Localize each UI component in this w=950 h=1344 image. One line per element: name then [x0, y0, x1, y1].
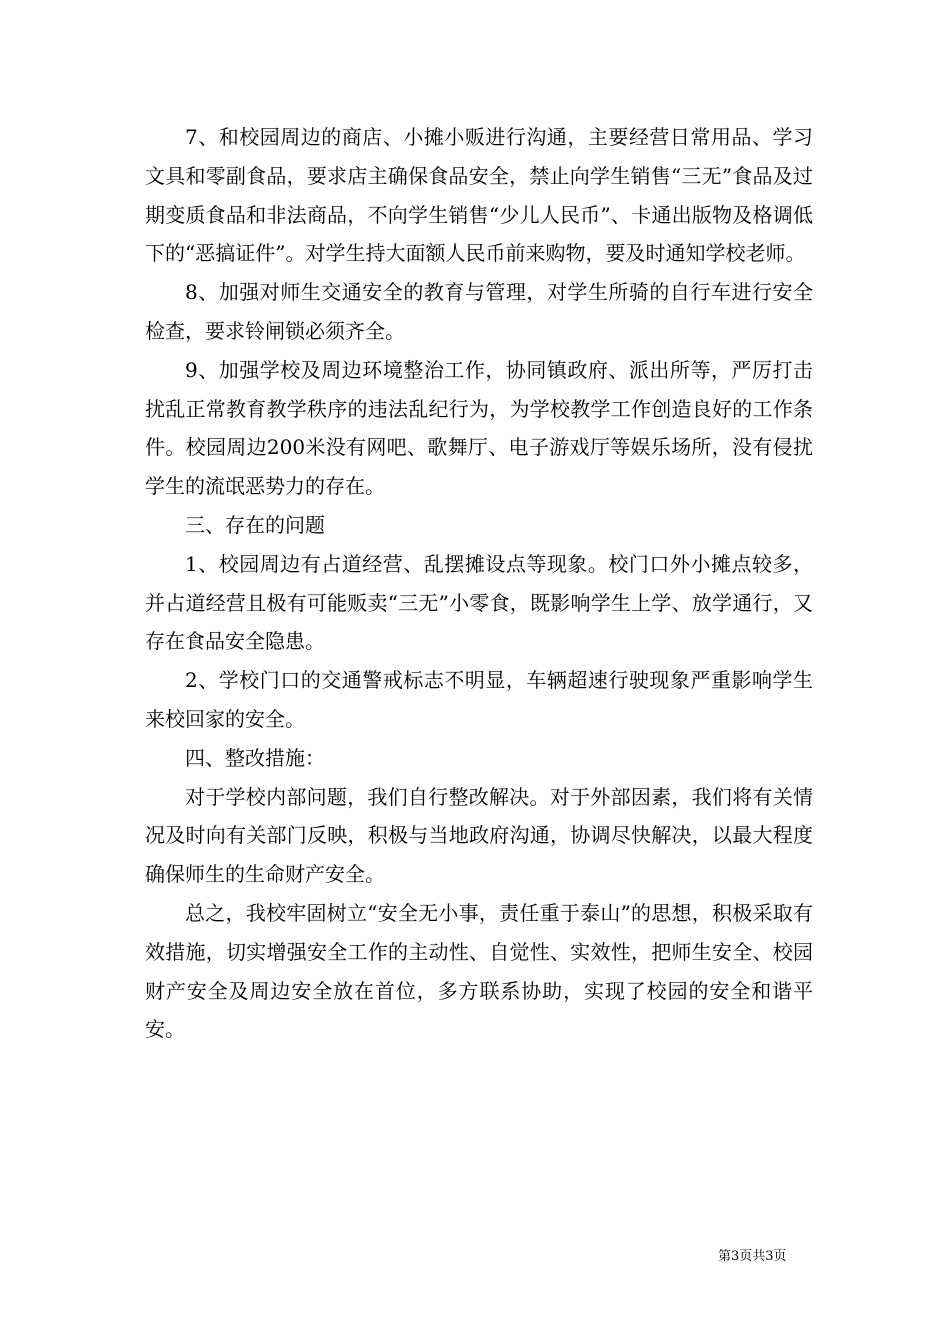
paragraph-problem-1: 1、校园周边有占道经营、乱摆摊设点等现象。校门口外小摊点较多，并占道经营且极有可能贩卖“三无”小零食，既影响学生上学、放学通行，又存在食品安全隐患。: [145, 551, 813, 654]
paragraph-item-9: 9、加强学校及周边环境整治工作，协同镇政府、派出所等，严厉打击扰乱正常教育教学秩序的违法乱纪行为，为学校教学工作创造良好的工作条件。校园周边200米没有网吧、歌舞厅、电子游戏厅等娱乐场所，没有侵扰学生的流氓恶势力的存在。: [145, 357, 813, 499]
page-number-footer: 第3页共3页: [718, 1249, 787, 1264]
document-body: [145, 118, 813, 1049]
section-heading-problems: 三、存在的问题: [185, 512, 325, 537]
paragraph-measures: 对于学校内部问题，我们自行整改解决。对于外部因素，我们将有关情况及时向有关部门反映，积极与当地政府沟通，协调尽快解决，以最大程度确保师生的生命财产安全。: [145, 784, 813, 887]
paragraph-summary: 总之，我校牢固树立“安全无小事，责任重于泰山”的思想，积极采取有效措施，切实增强安全工作的主动性、自觉性、实效性，把师生安全、校园财产安全及周边安全放在首位，多方联系协助，实现了校园的安全和谐平安。: [145, 900, 813, 1042]
section-heading-measures: 四、整改措施：: [185, 745, 325, 770]
paragraph-item-7: 7、和校园周边的商店、小摊小贩进行沟通，主要经营日常用品、学习文具和零副食品，要求店主确保食品安全，禁止向学生销售“三无”食品及过期变质食品和非法商品，不向学生销售“少儿人民币”、卡通出版物及格调低下的“恶搞证件”。对学生持大面额人民币前来购物，要及时通知学校老师。: [145, 125, 813, 266]
paragraph-item-8: 8、加强对师生交通安全的教育与管理，对学生所骑的自行车进行安全检查，要求铃闸锁必须齐全。: [145, 280, 813, 343]
paragraph-problem-2: 2、学校门口的交通警戒标志不明显，车辆超速行驶现象严重影响学生来校回家的安全。: [145, 668, 813, 731]
